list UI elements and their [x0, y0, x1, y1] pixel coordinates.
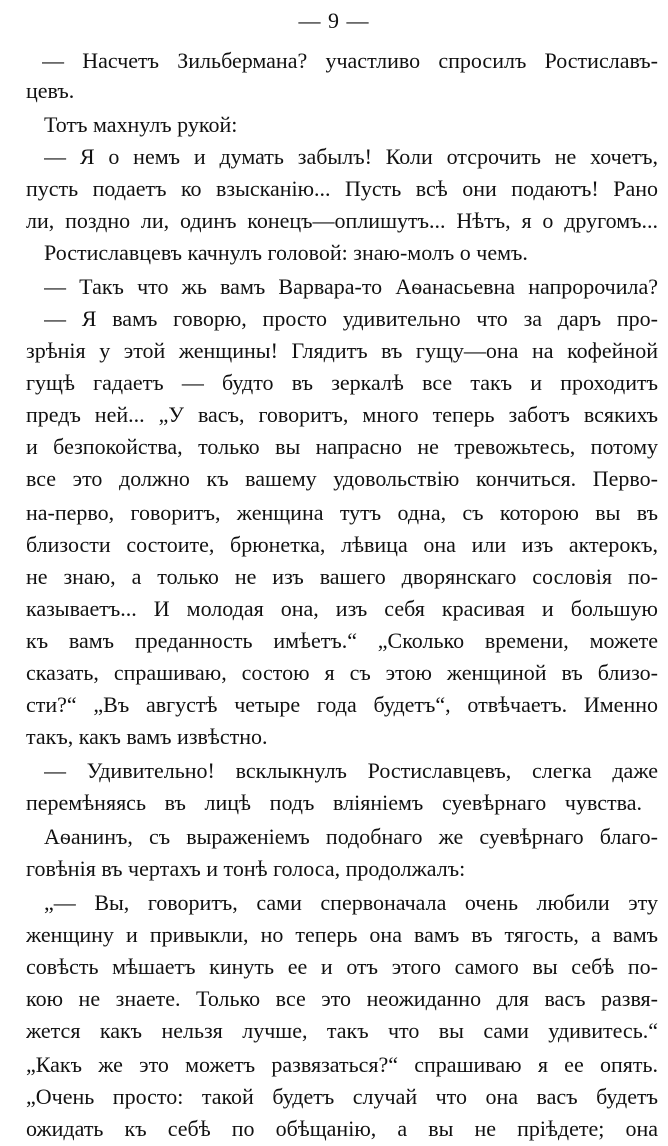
text-line: и безпокойства, только вы напрасно не тревожьтесь, потому [26, 434, 658, 459]
text-line: пусть подаетъ ко взысканію... Пусть всѣ они подаютъ! Рано [26, 176, 658, 201]
text-line: сказать, спрашиваю, состою я съ этою женщиной въ близо- [26, 660, 658, 685]
page-number: — 9 — [298, 8, 370, 33]
text-line: перемѣняясь въ лицѣ подъ вліяніемъ суевѣрнаго чувства. [26, 790, 642, 815]
text-line: женщину и привыкли, но теперь она вамъ въ тягость, а вамъ [26, 922, 658, 947]
text-line: — Я вамъ говорю, просто удивительно что за даръ про- [44, 306, 658, 331]
text-line: Ростиславцевъ качнулъ головой: знаю-молъ о чемъ. [44, 240, 528, 265]
text-line: „Какъ же это можетъ развязаться?“ спрашиваю я ее опять. [26, 1052, 658, 1077]
text-line: близости состоите, брюнетка, лѣвица она или изъ актерокъ, [26, 532, 658, 557]
text-line: гущѣ гадаетъ — будто въ зеркалѣ все такъ и проходитъ [26, 370, 658, 395]
text-line: — Насчетъ Зильбермана? участливо спросилъ Ростиславъ- [42, 48, 658, 73]
text-line: совѣсть мѣшаетъ кинуть ее и отъ этого самого вы себѣ по- [26, 954, 658, 979]
text-line: казываетъ... И молодая она, изъ себя красивая и большую [26, 596, 658, 621]
text-line: сти?“ „Въ августѣ четыре года будетъ“, отвѣчаетъ. Именно [26, 692, 658, 717]
text-line: „— Вы, говоритъ, сами спервоначала очень любили эту [44, 890, 658, 915]
text-line: не знаю, а только не изъ вашего дворянскаго сословія по- [26, 564, 658, 589]
text-line: такъ, какъ вамъ извѣстно. [26, 724, 268, 749]
text-line: — Удивительно! всклыкнулъ Ростиславцевъ, слегка даже [44, 758, 658, 783]
text-line: зрѣнія у этой женщины! Глядитъ въ гущу—она на кофейной [26, 338, 658, 363]
text-line: — Такъ что жь вамъ Варвара-то Аѳанасьевна напророчила? [44, 274, 658, 299]
text-line: на-перво, говоритъ, женщина тутъ одна, съ которою вы въ [26, 500, 658, 525]
text-line: жется какъ нельзя лучше, такъ что вы сами удивитесь.“ [26, 1018, 658, 1043]
text-line: кою не знаете. Только все это неожиданно для васъ развя- [26, 986, 658, 1011]
text-line: Аѳанинъ, съ выраженіемъ подобнаго же суевѣрнаго благо- [44, 824, 658, 849]
text-line: къ вамъ преданность имѣетъ.“ „Сколько времени, можете [26, 628, 658, 653]
text-line: ли, поздно ли, одинъ конецъ—оплишутъ... Нѣтъ, я о другомъ... [26, 208, 658, 233]
text-line: ожидать къ себѣ по обѣщанію, а вы не пріѣдете; она [26, 1116, 658, 1141]
text-line: предъ ней... „У васъ, говоритъ, много теперь заботъ всякихъ [26, 402, 658, 427]
text-line: цевъ. [26, 78, 75, 103]
text-line: — Я о немъ и думать забылъ! Коли отсрочить не хочетъ, [44, 144, 658, 169]
text-line: Тотъ махнулъ рукой: [44, 112, 238, 137]
text-line: говѣнія въ чертахъ и тонѣ голоса, продолжалъ: [26, 856, 466, 881]
text-line: все это должно къ вашему удовольствію кончиться. Перво- [26, 466, 658, 491]
text-line: „Очень просто: такой будетъ случай что она васъ будетъ [26, 1084, 658, 1109]
